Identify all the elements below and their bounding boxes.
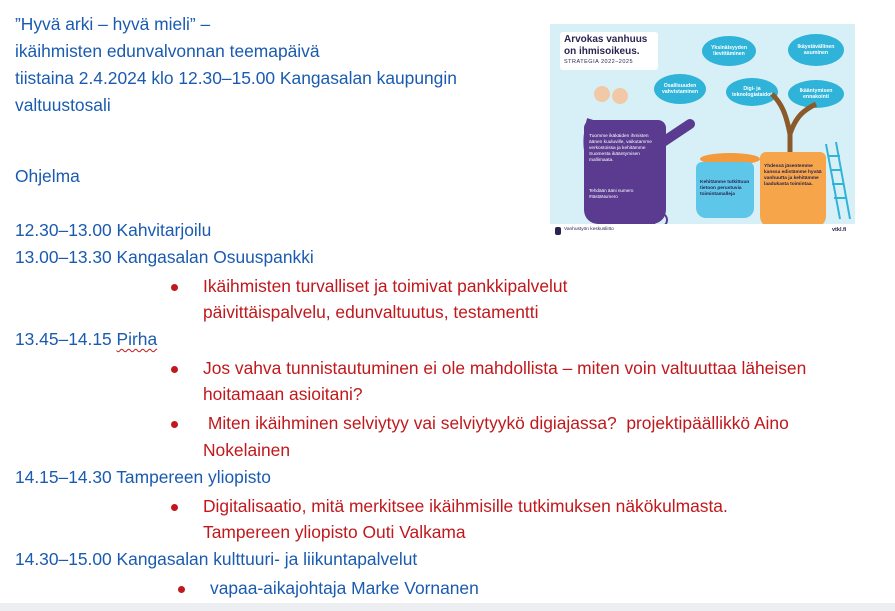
program-slot-osuuspankki: 13.00–13.30 Kangasalan Osuuspankki xyxy=(15,247,314,267)
bullet-text: vapaa-aikajohtaja Marke Vornanen xyxy=(210,578,479,598)
program-slot-university: 14.15–14.30 Tampereen yliopisto xyxy=(15,467,271,487)
bullet-text-continued: Nokelainen xyxy=(203,440,291,460)
event-venue: valtuustosali xyxy=(15,95,111,115)
program-slot-culture: 14.30–15.00 Kangasalan kulttuuri- ja liikuntapalvelut xyxy=(15,549,418,569)
event-datetime: tiistaina 2.4.2024 klo 12.30–15.00 Kangasalan kaupungin xyxy=(15,68,457,88)
poster-site: vtkl.fi xyxy=(832,227,847,233)
poster-subtitle: STRATEGIA 2022–2025 xyxy=(564,59,634,65)
slot-time: 13.45–14.15 xyxy=(15,329,117,349)
event-subtitle: ikäihmisten edunvalvonnan teemapäivä xyxy=(15,41,320,61)
bullet-text-continued: hoitamaan asioitani? xyxy=(203,384,363,404)
cloud-loneliness: Yksinäisyyden lievittäminen xyxy=(702,36,756,66)
poster-title-line2: on ihmisoikeus. xyxy=(564,46,640,57)
cloud-digital-skills: Digi- ja teknologiataidot xyxy=(726,78,778,106)
bullet-icon xyxy=(171,366,178,373)
program-heading: Ohjelma xyxy=(15,166,80,186)
bullet-text-continued: Tampereen yliopisto Outi Valkama xyxy=(203,522,466,542)
bullet-text: Ikäihmisten turvalliset ja toimivat pankkipalvelut xyxy=(203,276,568,296)
event-title: ”Hyvä arki – hyvä mieli” – xyxy=(15,14,211,34)
strategy-poster xyxy=(550,24,855,239)
cloud-housing: Ikäystävällinen asuminen xyxy=(788,34,844,66)
bullet-text: Jos vahva tunnistautuminen ei ole mahdollista – miten voin valtuuttaa läheisen xyxy=(203,358,807,378)
poster-can-tag: Tehdään ääni numero #IästäNumero xyxy=(589,188,634,199)
program-slot-coffee: 12.30–13.00 Kahvitarjoilu xyxy=(15,220,212,240)
bullet-icon xyxy=(171,504,178,511)
slot-org: Pirha xyxy=(116,329,158,349)
bullet-icon xyxy=(171,421,178,428)
poster-small-pot-text: Kehitämme tutkittuun tietoon perustuvia toimintamalleja xyxy=(700,180,750,197)
cloud-foresight: Ikääntymisen ennakointi xyxy=(788,80,844,108)
cloud-participation: Osallisuuden vahvistaminen xyxy=(654,74,706,104)
program-slot-pirha xyxy=(15,326,157,353)
poster-org: Vanhustyön keskusliitto xyxy=(564,227,614,232)
bottom-scroll-strip xyxy=(0,603,895,611)
bullet-icon xyxy=(178,586,185,593)
bullet-text: Digitalisaatio, mitä merkitsee ikäihmisille tutkimuksen näkökulmasta. xyxy=(203,496,728,516)
org-logo-icon xyxy=(555,227,561,235)
poster-big-pot-text: Yhdessä jäsentemme kanssa edistämme hyvää vanhuutta ja kehitämme laadukasta toimintaa. xyxy=(764,164,822,187)
bullet-text: Miten ikäihminen selviytyy vai selviytyykö digiajassa? projektipäällikkö Aino xyxy=(203,413,789,433)
poster-title-line1: Arvokas vanhuus xyxy=(564,34,648,45)
bullet-icon xyxy=(171,284,178,291)
bullet-text-continued: päivittäispalvelu, edunvaltuutus, testamentti xyxy=(203,302,539,322)
poster-can-text: Tuomme ikäkäiden ihmisten äänen kuuluville, vaikutamme verkostoissa ja kehitämme Suomesta ikääntymisen mallimaata. xyxy=(589,134,652,163)
